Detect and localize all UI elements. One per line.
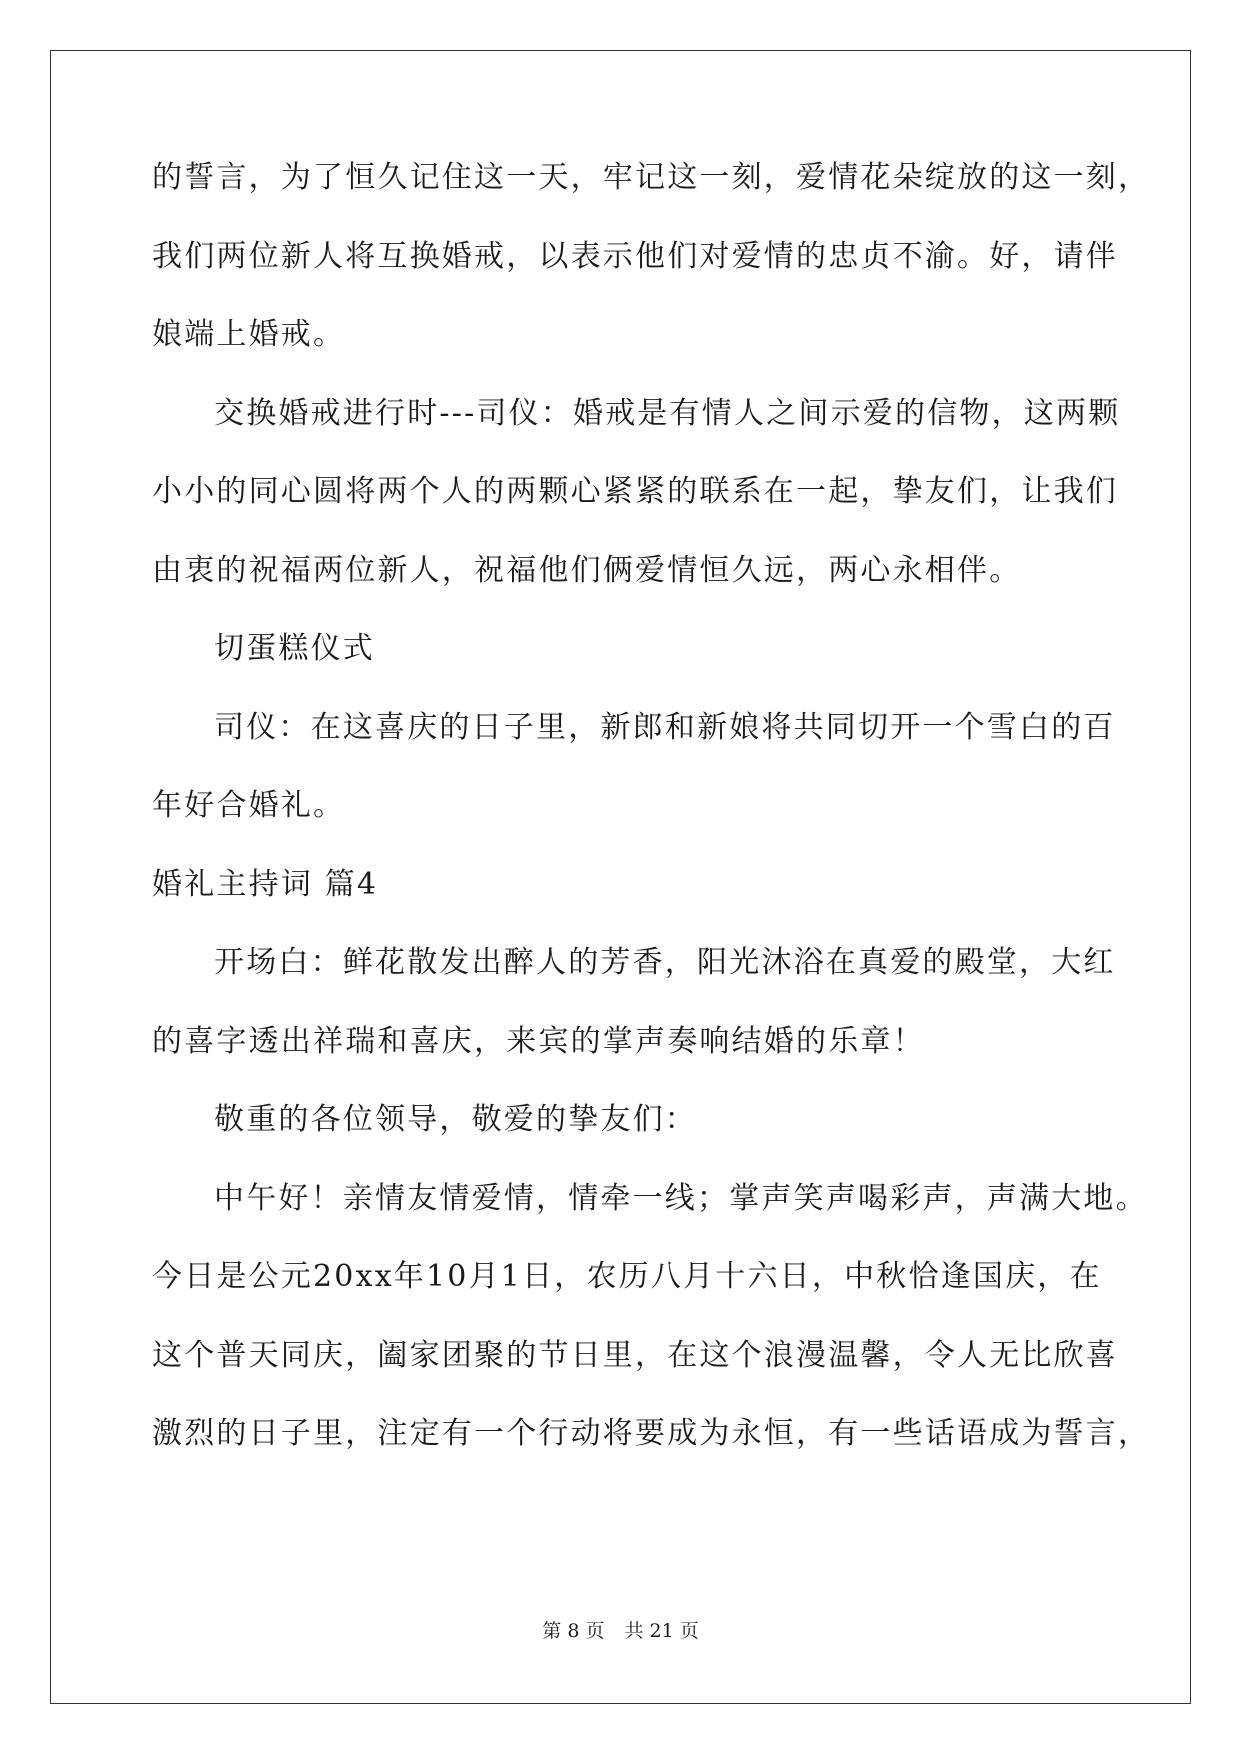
text-line: 敬重的各位领导，敬爱的挚友们： bbox=[214, 1102, 697, 1137]
page-total: 共 21 页 bbox=[624, 1620, 699, 1642]
text-line: 激烈的日子里，注定有一个行动将要成为永恒，有一些话语成为誓言， bbox=[152, 1416, 1151, 1451]
page-footer bbox=[0, 1619, 1241, 1643]
text-line: 的喜字透出祥瑞和喜庆，来宾的掌声奏响结婚的乐章！ bbox=[152, 1023, 925, 1059]
page-number: 第 8 页 bbox=[542, 1620, 605, 1642]
text-line: 今日是公元20xx年10月1日，农历八月十六日，中秋恰逢国庆，在 bbox=[152, 1259, 1102, 1294]
text-line: 司仪：在这喜庆的日子里，新郎和新娘将共同切开一个雪白的百 bbox=[214, 709, 1116, 745]
document-body bbox=[152, 160, 1151, 1495]
text-line: 我们两位新人将互换婚戒，以表示他们对爱情的忠贞不渝。好，请伴 bbox=[152, 238, 1118, 274]
text-line: 由衷的祝福两位新人，祝福他们俩爱情恒久远，两心永相伴。 bbox=[152, 552, 1022, 588]
text-line: 婚礼主持词 篇4 bbox=[152, 866, 379, 902]
text-line: 年好合婚礼。 bbox=[152, 788, 346, 823]
text-line: 娘端上婚戒。 bbox=[152, 317, 346, 352]
text-line: 的誓言，为了恒久记住这一天，牢记这一刻，爱情花朵绽放的这一刻， bbox=[152, 160, 1151, 195]
text-line: 小小的同心圆将两个人的两颗心紧紧的联系在一起，挚友们，让我们 bbox=[152, 474, 1118, 509]
text-line: 交换婚戒进行时---司仪：婚戒是有情人之间示爱的信物，这两颗 bbox=[214, 395, 1121, 431]
text-line: 这个普天同庆，阖家团聚的节日里，在这个浪漫温馨，令人无比欣喜 bbox=[152, 1337, 1118, 1373]
text-line: 切蛋糕仪式 bbox=[214, 631, 375, 666]
text-line: 开场白：鲜花散发出醉人的芳香，阳光沐浴在真爱的殿堂，大红 bbox=[214, 945, 1116, 980]
text-line: 中午好！亲情友情爱情，情牵一线；掌声笑声喝彩声，声满大地。 bbox=[214, 1180, 1148, 1216]
